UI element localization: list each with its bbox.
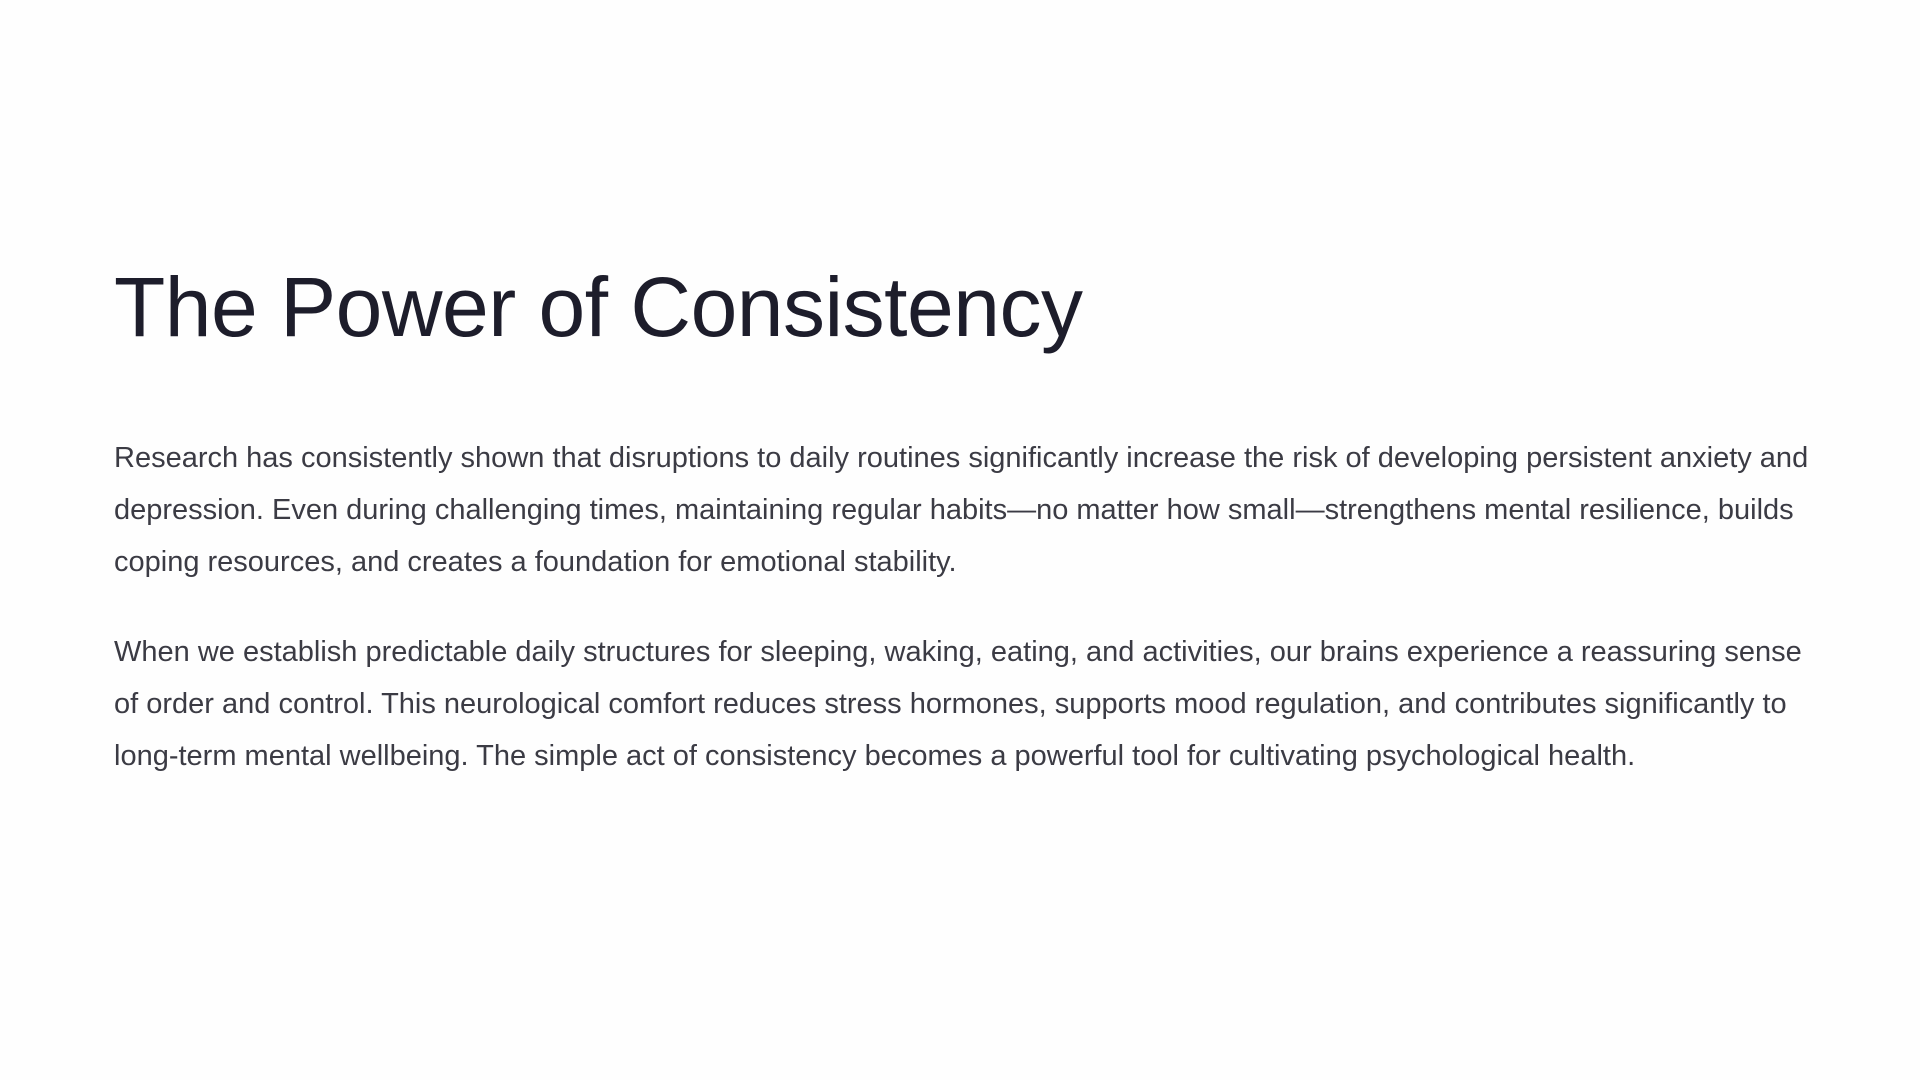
body-paragraph-1: Research has consistently shown that disruptions to daily routines significantly increase the risk of developing persistent anxiety and depression. Even during challenging times, maintaining regular habits—no matter how small—strengthens mental resilience, builds coping resources, and creates a foundation for emotional stability. [114,442,1809,578]
slide-title: The Power of Consistency [114,260,1083,354]
body-paragraph-2: When we establish predictable daily structures for sleeping, waking, eating, and activities, our brains experience a reassuring sense of order and control. This neurological comfort reduces stress hormones, supports mood regulation, and contributes significantly to long-term mental wellbeing. The simple act of consistency becomes a powerful tool for cultivating psychological health. [114,636,1802,772]
slide-body [114,432,1824,782]
